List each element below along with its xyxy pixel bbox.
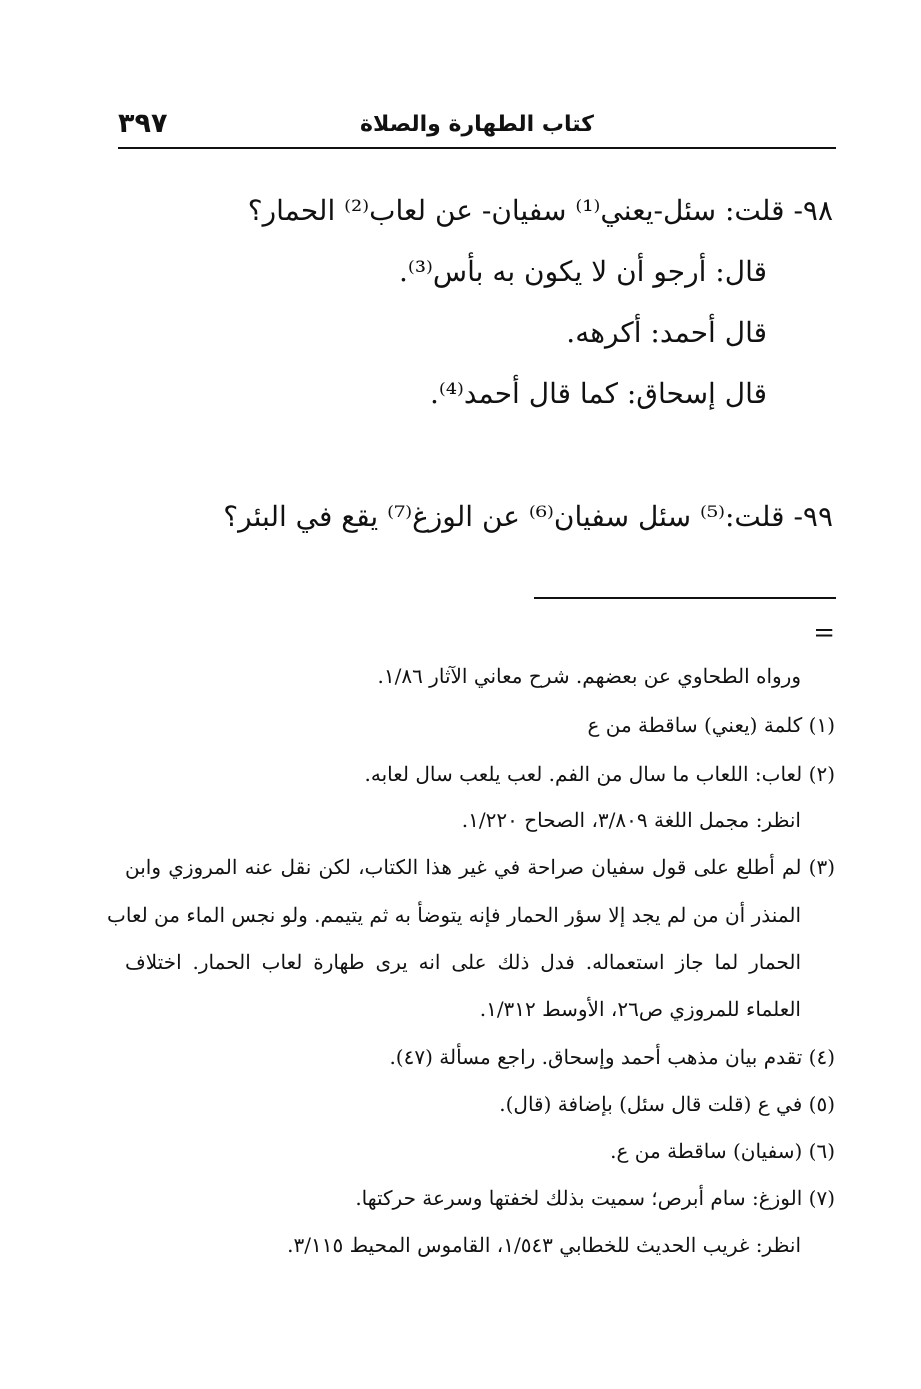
footnote-rule bbox=[534, 597, 836, 599]
continuation-mark: = bbox=[813, 618, 835, 648]
entry-98-answer-sufyan: قال: أرجو أن لا يكون به بأس⁽³⁾. bbox=[399, 255, 767, 288]
entry-99-question: ٩٩- قلت:⁽⁵⁾ سئل سفيان⁽⁶⁾ عن الوزغ⁽⁷⁾ يقع في البئر؟ bbox=[223, 500, 833, 533]
footnote-7-line-1: (٧) الوزغ: سام أبرص؛ سميت بذلك لخفتها وسرعة حركتها. bbox=[355, 1186, 835, 1210]
footnote-5: (٥) في ع (قلت قال سئل) بإضافة (قال). bbox=[499, 1092, 835, 1116]
footnote-3-line-1: (٣) لم أطلع على قول سفيان صراحة في غير هذا الكتاب، لكن نقل عنه المروزي وابن bbox=[125, 855, 835, 879]
footnote-2-line-2: انظر: مجمل اللغة ٣/٨٠٩، الصحاح ١/٢٢٠. bbox=[461, 808, 801, 832]
footnote-3-line-3: الحمار لما جاز استعماله. فدل ذلك على انه يرى طهارة لعاب الحمار. اختلاف bbox=[125, 950, 801, 974]
footnote-2-line-1: (٢) لعاب: اللعاب ما سال من الفم. لعب يلعب سال لعابه. bbox=[364, 762, 835, 786]
footnote-6: (٦) (سفيان) ساقطة من ع. bbox=[610, 1139, 835, 1163]
footnote-3-line-2: المنذر أن من لم يجد إلا سؤر الحمار فإنه يتوضأ به ثم يتيمم. ولو نجس الماء من لعاب bbox=[107, 903, 801, 927]
footnote-carry-over: ورواه الطحاوي عن بعضهم. شرح معاني الآثار ١/٨٦. bbox=[377, 664, 801, 688]
page-number: ٣٩٧ bbox=[118, 108, 168, 139]
entry-98-answer-ishaq: قال إسحاق: كما قال أحمد⁽⁴⁾. bbox=[429, 377, 767, 410]
running-header bbox=[118, 104, 836, 144]
entry-98-question: ٩٨- قلت: سئل-يعني⁽¹⁾ سفيان- عن لعاب⁽²⁾ الحمار؟ bbox=[247, 194, 833, 227]
header-rule bbox=[118, 147, 836, 149]
running-title: كتاب الطهارة والصلاة bbox=[360, 112, 594, 137]
entry-98-answer-ahmad: قال أحمد: أكرهه. bbox=[566, 316, 767, 349]
footnote-3-line-4: العلماء للمروزي ص٢٦، الأوسط ١/٣١٢. bbox=[479, 997, 801, 1021]
footnote-1: (١) كلمة (يعني) ساقطة من ع bbox=[587, 713, 835, 737]
footnote-4: (٤) تقدم بيان مذهب أحمد وإسحاق. راجع مسألة (٤٧). bbox=[389, 1045, 835, 1069]
footnote-7-line-2: انظر: غريب الحديث للخطابي ١/٥٤٣، القاموس المحيط ٣/١١٥. bbox=[287, 1233, 801, 1257]
